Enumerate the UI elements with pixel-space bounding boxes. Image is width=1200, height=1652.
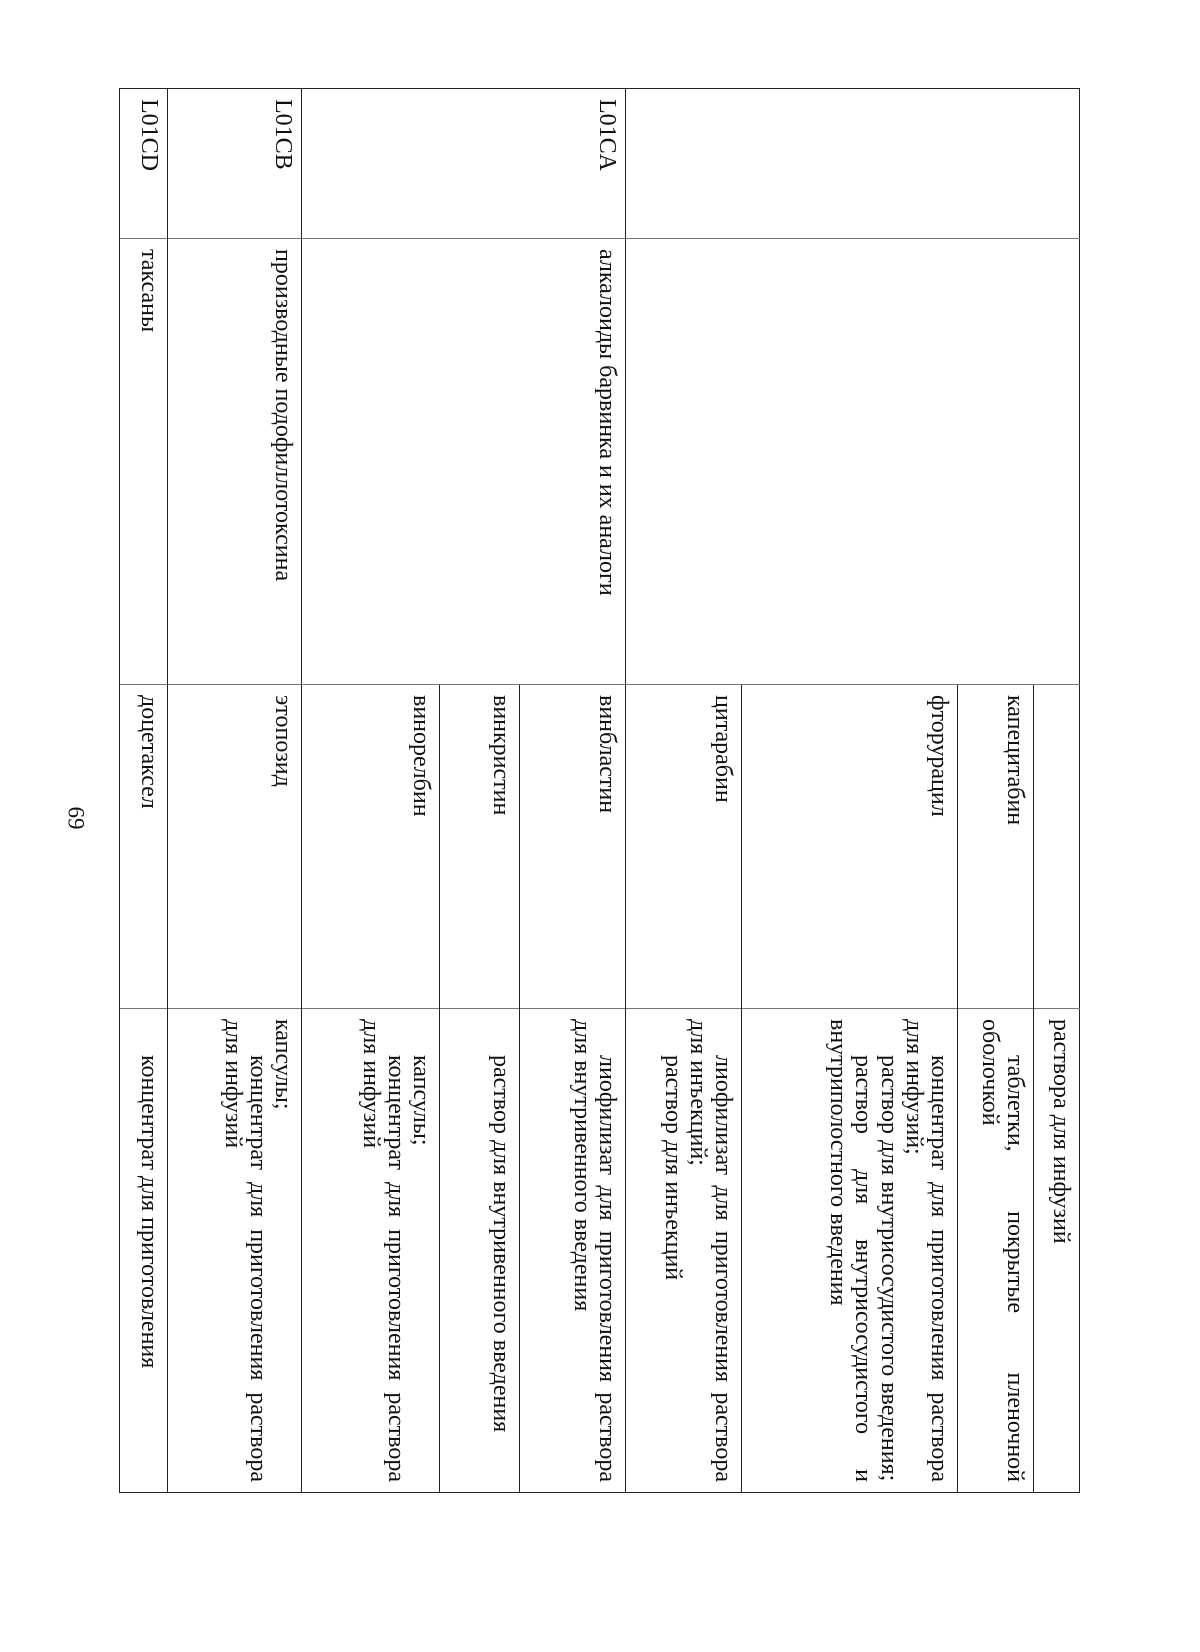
dosage-form-line: раствор для внутрисосудистого введения; (875, 1055, 902, 1482)
drug-name-cell (1034, 685, 1080, 1009)
dosage-form-line: капсулы; (270, 1019, 296, 1110)
drug-name-cell: доцетаксел (120, 685, 168, 1009)
dosage-form-line: лиофилизат для приготовления раствора для внутривенного введения (568, 1019, 620, 1482)
table-row (520, 89, 626, 1493)
dosage-form-line: раствор для внутривенного введения (488, 1055, 514, 1433)
dosage-forms-cell (168, 1009, 302, 1493)
dosage-form-line: концентрат для приготовления раствора для инфузий (219, 1019, 271, 1482)
dosage-forms-cell (958, 1009, 1034, 1493)
drug-name-cell: цитарабин (626, 685, 742, 1009)
drug-table (119, 88, 1080, 1493)
group-name-cell: производные подофиллотоксина (168, 239, 302, 685)
drug-name-cell: винбластин (520, 685, 626, 1009)
dosage-forms-cell (302, 1009, 440, 1493)
dosage-forms-cell (440, 1009, 520, 1493)
atc-code-cell: L01CD (120, 89, 168, 239)
rotated-page-content (120, 88, 1080, 1492)
dosage-form-line: таблетки, покрытые пленочной оболочкой (976, 1019, 1028, 1482)
dosage-forms-cell (626, 1009, 742, 1493)
dosage-forms-cell (520, 1009, 626, 1493)
drug-name-cell: винорелбин (302, 685, 440, 1009)
group-name-cell: таксаны (120, 239, 168, 685)
table-row (168, 89, 302, 1493)
dosage-form-line: концентрат для приготовления раствора для инфузий (357, 1019, 409, 1482)
drug-name-cell: фторурацил (742, 685, 958, 1009)
atc-code-cell: L01CA (302, 89, 626, 239)
dosage-form-line: раствор для внутрисосудистого и внутриполостного введения (825, 1019, 877, 1482)
dosage-form-line: концентрат для приготовления раствора для инфузий; (900, 1019, 952, 1482)
dosage-form-line: раствор для инъекций (659, 1055, 686, 1281)
atc-code-cell (626, 89, 1080, 239)
table-row (1034, 89, 1080, 1493)
group-name-cell (626, 239, 1080, 685)
drug-name-cell: капецитабин (958, 685, 1034, 1009)
table-row (120, 89, 168, 1493)
dosage-forms-cell (742, 1009, 958, 1493)
dosage-forms-cell (1034, 1009, 1080, 1493)
drug-name-cell: винкристин (440, 685, 520, 1009)
dosage-form-line: лиофилизат для приготовления раствора для инъекций; (684, 1019, 736, 1482)
group-name-cell: алкалоиды барвинка и их аналоги (302, 239, 626, 685)
dosage-forms-cell (120, 1009, 168, 1493)
dosage-form-line: раствора для инфузий (1048, 1019, 1074, 1244)
atc-code-cell: L01CB (168, 89, 302, 239)
page-number: 69 (63, 806, 89, 830)
dosage-form-line: капсулы; (408, 1055, 434, 1146)
dosage-form-line: концентрат для приготовления (136, 1055, 162, 1369)
drug-name-cell: этопозид (168, 685, 302, 1009)
